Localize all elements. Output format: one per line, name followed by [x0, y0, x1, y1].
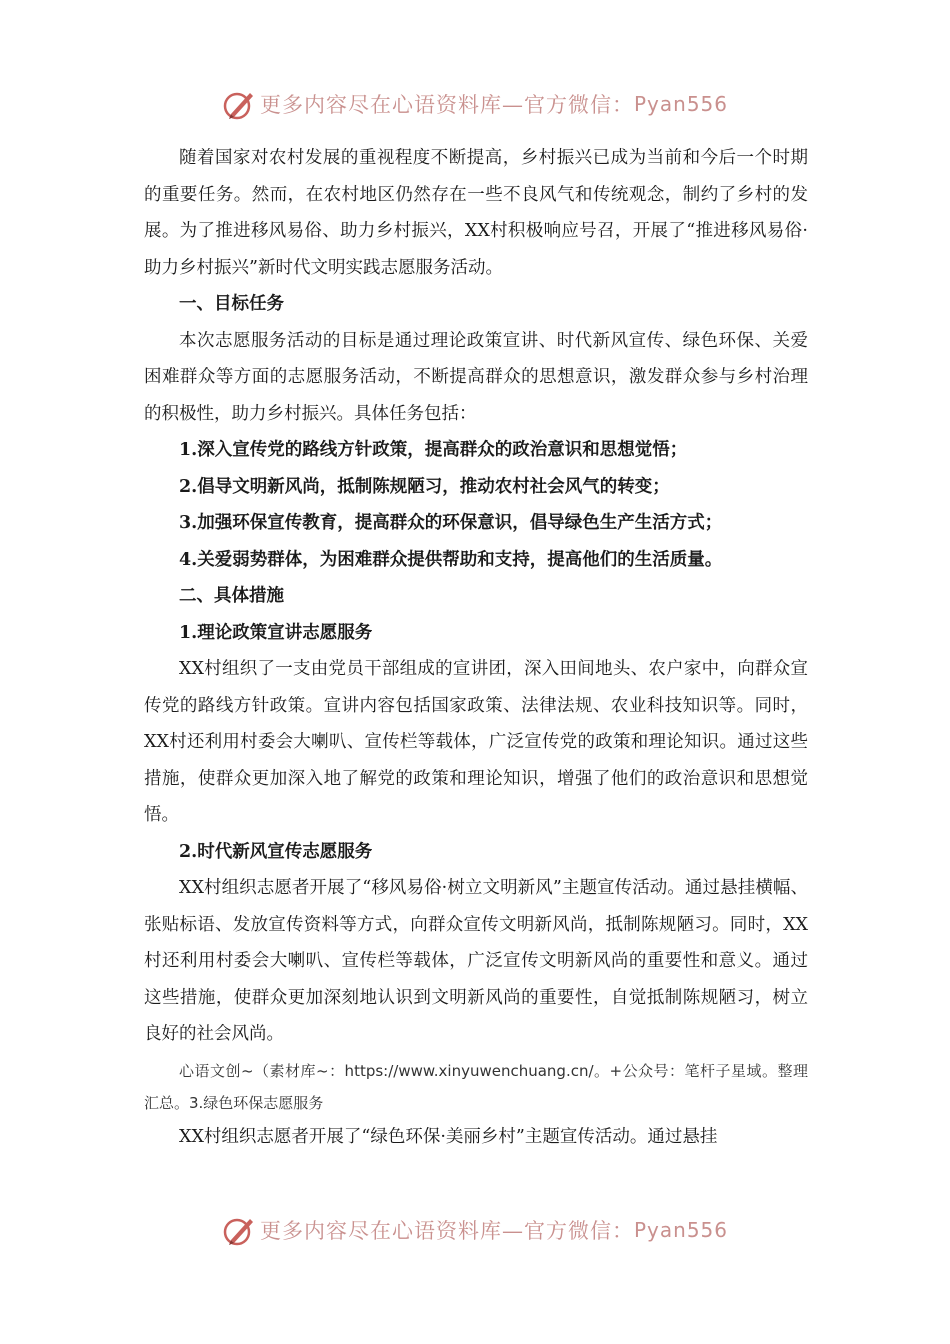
- task-item-3: 3.加强环保宣传教育，提高群众的环保意识，倡导绿色生产生活方式；: [179, 513, 723, 533]
- header-banner: [0, 84, 950, 124]
- source-note-paragraph: 心语文创~（素材库~：https://www.xinyuwenchuang.cn/。+公众号：笔杆子星域。整理汇总。3.绿色环保志愿服务: [144, 1061, 808, 1112]
- pen-logo-icon: [222, 1213, 256, 1247]
- subheading-policy-service: 1.理论政策宣讲志愿服务: [179, 622, 373, 643]
- green-service-paragraph: XX村组织志愿者开展了“绿色环保·美丽乡村”主题宣传活动。通过悬挂: [179, 1126, 718, 1147]
- section-heading-measures: 二、具体措施: [179, 586, 284, 606]
- intro-paragraph: 随着国家对农村发展的重视程度不断提高，乡村振兴已成为当前和今后一个时期的重要任务。然而，在农村地区仍然存在一些不良风气和传统观念，制约了乡村的发展。为了推进移风易俗、助力乡村振兴，XX村积极响应号召，开展了“推进移风易俗·助力乡村振兴”新时代文明实践志愿服务活动。: [144, 148, 808, 278]
- pen-logo-icon: [222, 87, 256, 121]
- subheading-new-custom-service: 2.时代新风宣传志愿服务: [179, 841, 373, 862]
- task-item-2: 2.倡导文明新风尚，抵制陈规陋习，推动农村社会风气的转变；: [179, 476, 670, 497]
- task-item-4: 4.关爱弱势群体，为困难群众提供帮助和支持，提高他们的生活质量。: [179, 549, 723, 570]
- new-custom-service-paragraph: XX村组织志愿者开展了“移风易俗·树立文明新风”主题宣传活动。通过悬挂横幅、张贴标语、发放宣传资料等方式，向群众宣传文明新风尚，抵制陈规陋习。同时，XX村还利用村委会大喇叭、宣传栏等载体，广泛宣传文明新风尚的重要性和意义。通过这些措施，使群众更加深刻地认识到文明新风尚的重要性，自觉抵制陈规陋习，树立良好的社会风尚。: [144, 878, 808, 1044]
- section-heading-goals: 一、目标任务: [179, 294, 284, 314]
- footer-banner: [0, 1210, 950, 1250]
- header-banner-wechat: Pyan556: [633, 92, 728, 116]
- footer-banner-wechat: Pyan556: [633, 1218, 728, 1242]
- goals-paragraph: 本次志愿服务活动的目标是通过理论政策宣讲、时代新风宣传、绿色环保、关爱困难群众等方面的志愿服务活动，不断提高群众的思想意识，激发群众参与乡村治理的积极性，助力乡村振兴。具体任务包括：: [144, 330, 808, 424]
- policy-service-paragraph: XX村组织了一支由党员干部组成的宣讲团，深入田间地头、农户家中，向群众宣传党的路线方针政策。宣讲内容包括国家政策、法律法规、农业科技知识等。同时，XX村还利用村委会大喇叭、宣传栏等载体，广泛宣传党的政策和理论知识。通过这些措施，使群众更加深入地了解党的政策和理论知识，增强了他们的政治意识和思想觉悟。: [144, 659, 808, 825]
- footer-banner-text: 更多内容尽在心语资料库—官方微信：: [259, 1219, 634, 1243]
- document-body: [144, 140, 808, 1155]
- task-item-1: 1.深入宣传党的路线方针政策，提高群众的政治意识和思想觉悟；: [179, 440, 688, 460]
- header-banner-text: 更多内容尽在心语资料库—官方微信：: [259, 93, 634, 117]
